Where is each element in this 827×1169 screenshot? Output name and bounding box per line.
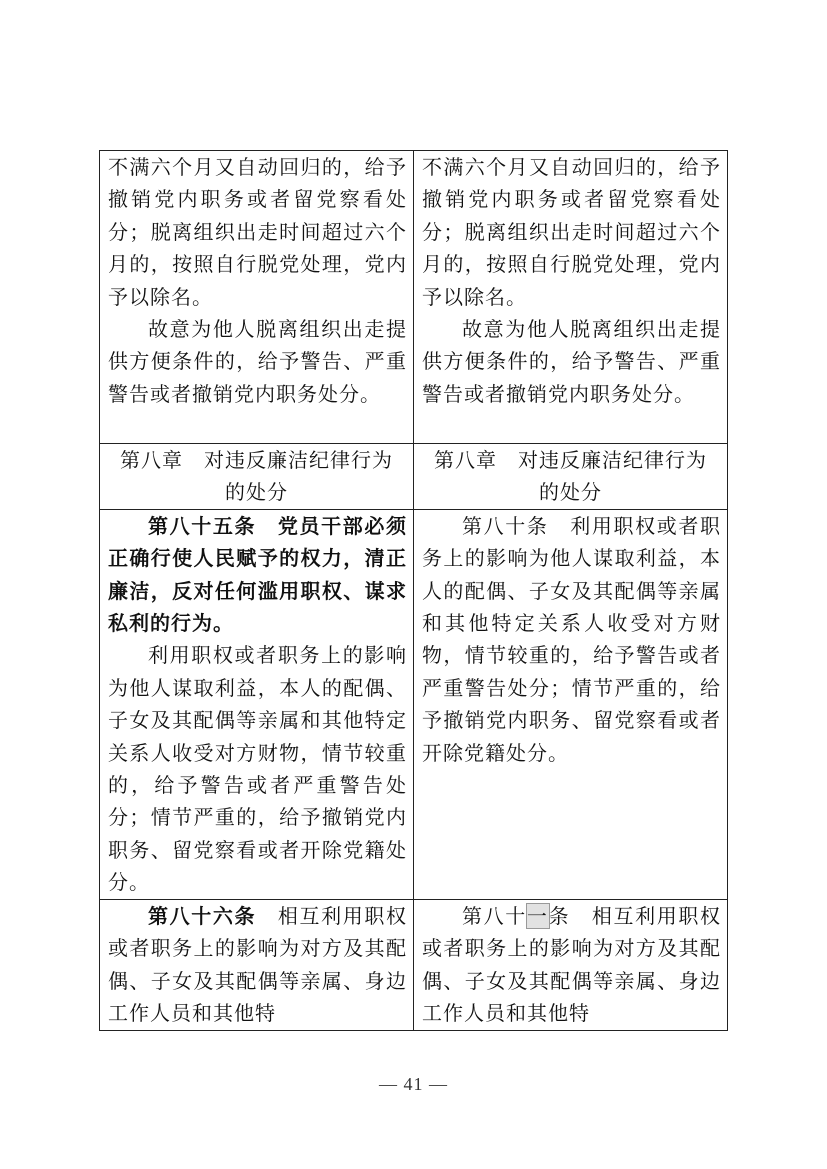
old-version-cell	[100, 151, 414, 444]
paragraph	[422, 510, 721, 769]
article-text: 相互利用职权或者职务上的影响为对方及其配偶、子女及其配偶等亲属、身边工作人员和其他特	[422, 903, 722, 1026]
paragraph: 故意为他人脱离组织出走提供方便条件的，给予警告、严重警告或者撤销党内职务处分。	[108, 317, 407, 406]
comparison-table	[99, 150, 728, 1031]
paragraph	[422, 900, 721, 1030]
table-row	[100, 151, 728, 444]
old-version-cell	[100, 509, 414, 899]
chapter-heading-old: 第八章 对违反廉洁纪律行为的处分	[100, 444, 414, 510]
new-version-cell	[414, 509, 728, 899]
article-number-suffix: 条	[548, 903, 571, 928]
page-number: — 41 —	[379, 1074, 448, 1094]
article-text: 利用职权或者职务上的影响为他人谋取利益，本人的配偶、子女及其配偶等亲属和其他特定关系人收受对方财物，情节较重的，给予警告或者严重警告处分；情节严重的，给予撤销党内职务、留党察看或者开除党籍处分。	[422, 513, 722, 765]
article-number: 第八十五条	[148, 513, 257, 538]
paragraph	[108, 900, 407, 1030]
paragraph: 不满六个月又自动回归的，给予撤销党内职务或者留党察看处分；脱离组织出走时间超过六个月的，按照自行脱党处理，党内予以除名。	[422, 155, 721, 309]
article-number-prefix: 第八十	[462, 903, 527, 928]
old-version-cell	[100, 899, 414, 1030]
bold-text: 党员干部必须正确行使人民赋予的权力，清正廉洁，反对任何滥用职权、谋求私利的行为。	[108, 513, 408, 636]
paragraph: 故意为他人脱离组织出走提供方便条件的，给予警告、严重警告或者撤销党内职务处分。	[422, 317, 721, 406]
chapter-heading-new: 第八章 对违反廉洁纪律行为的处分	[414, 444, 728, 510]
article-number: 第八十条	[462, 513, 549, 538]
article-text: 相互利用职权或者职务上的影响为对方及其配偶、子女及其配偶等亲属、身边工作人员和其他特	[108, 903, 408, 1026]
table-row	[100, 509, 728, 899]
paragraph: 不满六个月又自动回归的，给予撤销党内职务或者留党察看处分；脱离组织出走时间超过六个月的，按照自行脱党处理，党内予以除名。	[108, 155, 407, 309]
table-row	[100, 444, 728, 510]
article-number: 第八十六条	[148, 903, 257, 928]
paragraph: 利用职权或者职务上的影响为他人谋取利益，本人的配偶、子女及其配偶等亲属和其他特定关系人收受对方财物，情节较重的，给予警告或者严重警告处分；情节严重的，给予撤销党内职务、留党察看或者开除党籍处分。	[108, 643, 407, 895]
paragraph	[108, 510, 407, 640]
new-version-cell	[414, 899, 728, 1030]
highlighted-character: 一	[526, 903, 549, 928]
table-row	[100, 899, 728, 1030]
new-version-cell	[414, 151, 728, 444]
